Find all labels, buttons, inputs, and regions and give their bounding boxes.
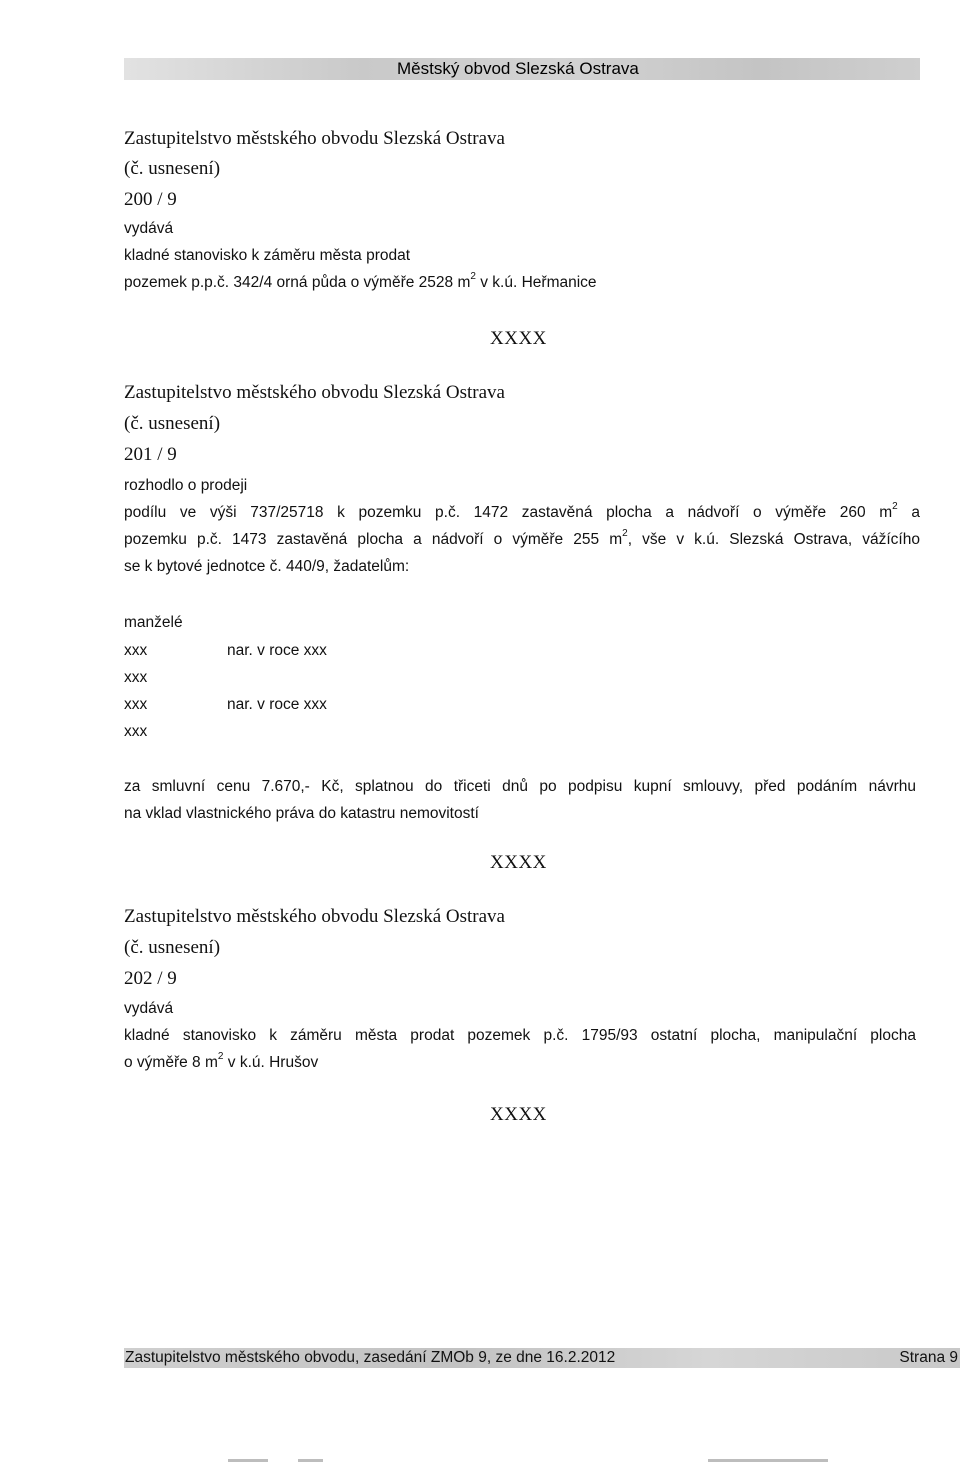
separator: XXXX [490, 1104, 547, 1125]
separator: XXXX [490, 852, 547, 873]
applicant-name: xxx [124, 696, 148, 713]
price-text-line: na vklad vlastnického práva do katastru nemovitostí [124, 805, 479, 822]
resolution-text-line: se k bytové jednotce č. 440/9, žadatelům: [124, 558, 410, 575]
resolution-text-line: o výměře 8 $m^2$ v k.ú. Hrušov [124, 1050, 319, 1071]
resolution-verb: vydává [124, 1000, 174, 1017]
resolution-text-line: kladné stanovisko k záměru města prodat [124, 247, 411, 264]
price-text-line: za smluvní cenu 7.670,- Kč, splatnou do třiceti dnů po podpisu kupní smlouvy, před podáním návrhu [124, 778, 916, 795]
resolution-text-line: pozemku p.č. 1473 zastavěná plocha a nádvoří o výměře 255 $m^2$, vše v k.ú. Slezská Ostrava, vážícího [124, 527, 920, 548]
resolution-number: 202 / 9 [124, 968, 177, 989]
applicant-name: xxx [124, 723, 148, 740]
resolution-number: 200 / 9 [124, 189, 177, 210]
resolution-verb: rozhodlo o prodeji [124, 477, 248, 494]
footer-meeting-info: Zastupitelstvo městského obvodu, zasedání ZMOb 9, ze dne 16.2.2012 [125, 1349, 616, 1366]
applicants-label: manželé [124, 614, 183, 631]
applicant-birth: nar. v roce xxx [227, 642, 327, 659]
council-name: Zastupitelstvo městského obvodu Slezská Ostrava [124, 128, 505, 149]
resolution-text-line: pozemek p.p.č. 342/4 orná půda o výměře 2528 $m^2$ v k.ú. Heřmanice [124, 270, 597, 291]
resolution-number-label: (č. usnesení) [124, 413, 221, 434]
resolution-verb: vydává [124, 220, 174, 237]
resolution-text-line: podílu ve výši 737/25718 k pozemku p.č. 1472 zastavěná plocha a nádvoří o výměře 260 $m^2$ a [124, 500, 920, 521]
council-name: Zastupitelstvo městského obvodu Slezská Ostrava [124, 382, 505, 403]
applicant-birth: nar. v roce xxx [227, 696, 327, 713]
resolution-text-line: kladné stanovisko k záměru města prodat pozemek p.č. 1795/93 ostatní plocha, manipulační plocha [124, 1027, 916, 1044]
header-title: Městský obvod Slezská Ostrava [397, 59, 639, 78]
resolution-number-label: (č. usnesení) [124, 158, 221, 179]
footer-page-number: Strana 9 [899, 1349, 958, 1366]
resolution-number: 201 / 9 [124, 444, 177, 465]
applicant-name: xxx [124, 669, 148, 686]
resolution-number-label: (č. usnesení) [124, 937, 221, 958]
applicant-name: xxx [124, 642, 148, 659]
separator: XXXX [490, 328, 547, 349]
scan-artifacts [228, 1459, 828, 1462]
council-name: Zastupitelstvo městského obvodu Slezská Ostrava [124, 906, 505, 927]
